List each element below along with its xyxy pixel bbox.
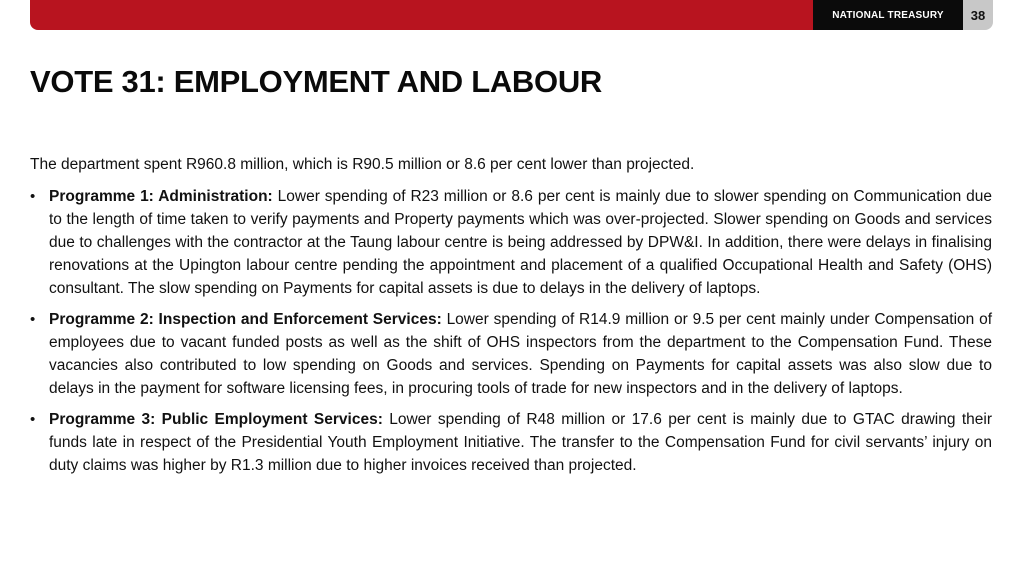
org-label: NATIONAL TREASURY — [813, 0, 963, 30]
header-bar — [30, 0, 993, 30]
bullet-list — [30, 185, 992, 477]
bullet-heading: Programme 1: Administration: — [49, 188, 273, 205]
bullet-dot-icon: • — [30, 311, 36, 328]
bullet-heading: Programme 2: Inspection and Enforcement Services: — [49, 311, 442, 328]
page-title: VOTE 31: EMPLOYMENT AND LABOUR — [30, 64, 602, 99]
bullet-heading: Programme 3: Public Employment Services: — [49, 411, 383, 428]
bullet-item-programme-3 — [30, 408, 992, 477]
bullet-item-programme-2 — [30, 308, 992, 400]
bullet-dot-icon: • — [30, 411, 36, 428]
bullet-text: Lower spending of R23 million or 8.6 per cent is mainly due to slower spending on Communication due to the length of time taken to verify payments and Property payments which was over-projected. Slower spending on Goods and services due to challenges with the contractor at the Taung labour centre is being addressed by DPW&I. In addition, there were delays in finalising renovations at the Upington labour centre pending the appointment and placement of a qualified Occupational Health and Safety (OHS) consultant. The slow spending on Payments for capital assets is due to delays in the delivery of laptops. — [49, 188, 992, 297]
bullet-text: Lower spending of R48 million or 17.6 per cent is mainly due to GTAC drawing their funds late in respect of the Presidential Youth Employment Initiative. The transfer to the Compensation Fund for civil servants’ injury on duty claims was higher by R1.3 million due to higher invoices received than projected. — [49, 411, 992, 474]
page-number: 38 — [963, 0, 993, 30]
header-accent-strip — [30, 0, 813, 30]
slide-body — [30, 153, 992, 485]
bullet-dot-icon: • — [30, 188, 36, 205]
bullet-text: Lower spending of R14.9 million or 9.5 per cent mainly under Compensation of employees due to vacant funded posts as well as the shift of OHS inspectors from the department to the Compensation Fund. These vacancies also contributed to low spending on Goods and services. Spending on Payments for capital assets was also slow due to delays in the payment for software licensing fees, in procuring tools of trade for new inspectors and in the delivery of laptops. — [49, 311, 993, 397]
intro-paragraph: The department spent R960.8 million, which is R90.5 million or 8.6 per cent lower than projected. — [30, 156, 695, 173]
bullet-item-programme-1 — [30, 185, 992, 300]
